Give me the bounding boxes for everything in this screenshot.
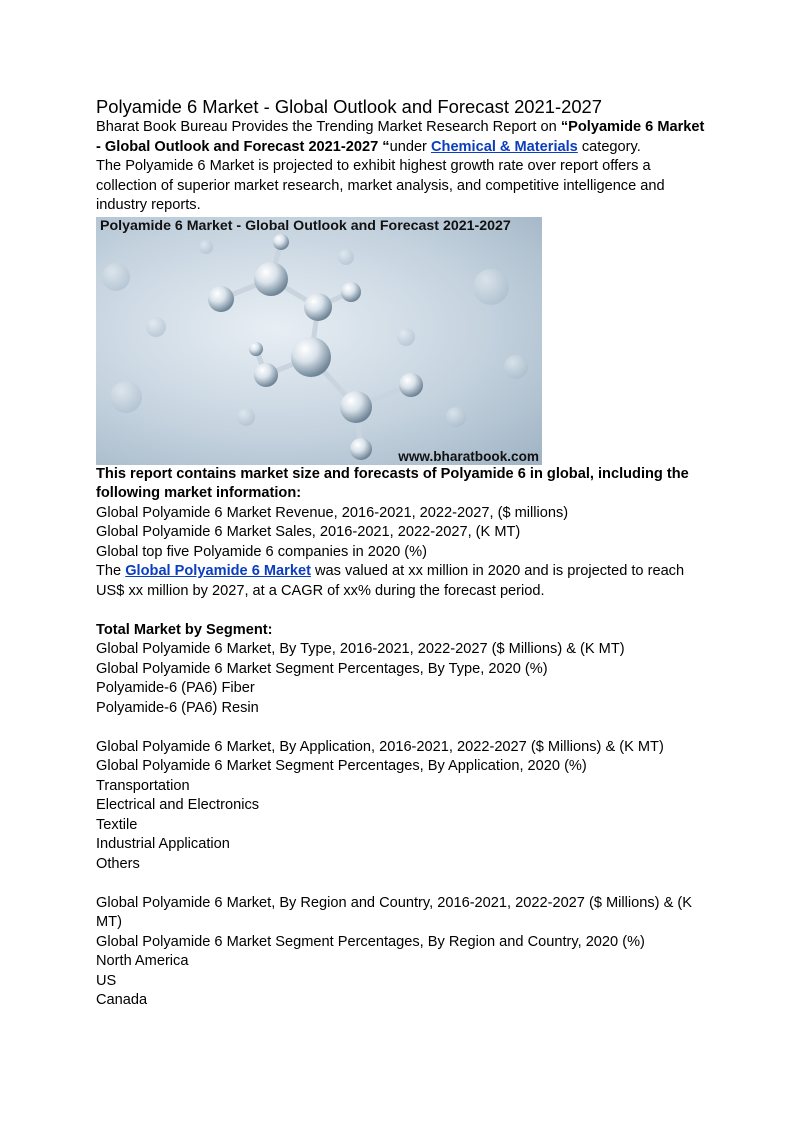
application-line: Industrial Application: [96, 836, 230, 852]
category-link[interactable]: Chemical & Materials: [430, 138, 578, 155]
intro-lead: Bharat Book Bureau Provides the Trending Market Research Report on: [96, 119, 561, 135]
hero-image: [96, 217, 542, 465]
type-line: Polyamide-6 (PA6) Resin: [96, 699, 259, 716]
page-title: Polyamide 6 Market - Global Outlook and Forecast 2021-2027: [96, 96, 603, 117]
spacer: [96, 718, 706, 738]
segments-heading-text: Total Market by Segment:: [96, 621, 273, 638]
info-item: Global Polyamide 6 Market Sales, 2016-2021, 2022-2027, (K MT): [96, 524, 521, 540]
valuation-prefix: The: [96, 563, 126, 579]
region-line: Global Polyamide 6 Market, By Region and Country, 2016-2021, 2022-2027 ($ Millions) & (K MT): [96, 894, 692, 930]
valuation-paragraph: [96, 562, 706, 601]
type-line: Global Polyamide 6 Market Segment Percentages, By Type, 2020 (%): [96, 660, 548, 677]
molecule-illustration: [96, 217, 542, 465]
type-line: Polyamide-6 (PA6) Fiber: [96, 680, 255, 696]
application-line: Electrical and Electronics: [96, 797, 260, 813]
segments-heading: [96, 621, 706, 641]
application-line: Transportation: [96, 777, 190, 794]
spacer: [96, 874, 706, 894]
region-line: US: [96, 972, 117, 989]
application-line: Global Polyamide 6 Market Segment Percentages, By Application, 2020 (%): [96, 758, 587, 774]
intro-under: under: [389, 138, 431, 155]
type-line: Global Polyamide 6 Market, By Type, 2016-2021, 2022-2027 ($ Millions) & (K MT): [96, 641, 625, 657]
spacer: [96, 601, 706, 621]
region-line: Global Polyamide 6 Market Segment Percentages, By Region and Country, 2020 (%): [96, 933, 645, 950]
report-name: “Polyamide 6 Market - Global Outlook and Forecast 2021-2027 “: [96, 119, 705, 155]
hero-title: Polyamide 6 Market - Global Outlook and Forecast 2021-2027: [100, 217, 511, 234]
intro-body: The Polyamide 6 Market is projected to exhibit highest growth rate over report offers a collection of superior market research, market analysis, and competitive intelligence and industry reports.: [96, 158, 665, 213]
application-line: Textile: [96, 816, 138, 833]
info-heading-text: This report contains market size and forecasts of Polyamide 6 in global, including the following market information:: [96, 465, 689, 501]
document-page: [96, 95, 706, 1011]
market-link[interactable]: Global Polyamide 6 Market: [125, 563, 311, 579]
application-line: Global Polyamide 6 Market, By Application, 2016-2021, 2022-2027 ($ Millions) & (K MT): [96, 738, 664, 755]
hero-url: www.bharatbook.com: [398, 448, 539, 464]
info-item: Global Polyamide 6 Market Revenue, 2016-2021, 2022-2027, ($ millions): [96, 504, 569, 521]
valuation-suffix: was valued at xx million in 2020 and is projected to reach US$ xx million by 2027, at a CAGR of xx% during the forecast period.: [96, 563, 685, 599]
region-line: Canada: [96, 992, 148, 1008]
intro-category-suffix: category.: [577, 138, 641, 155]
region-line: North America: [96, 953, 189, 969]
intro-paragraph: [96, 118, 706, 157]
info-heading: [96, 465, 706, 504]
application-line: Others: [96, 855, 140, 872]
info-item: Global top five Polyamide 6 companies in 2020 (%): [96, 543, 427, 560]
